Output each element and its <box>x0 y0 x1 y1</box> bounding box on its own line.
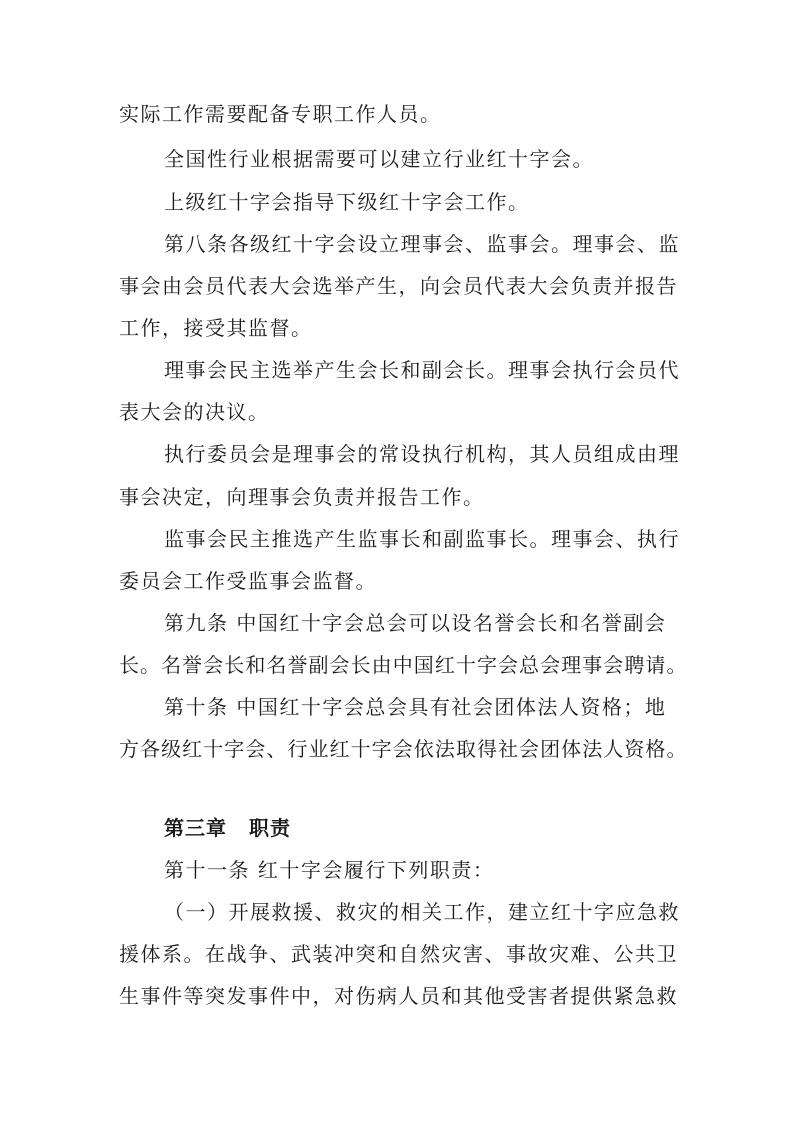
text-line: 第九条 中国红十字会总会可以设名誉会长和名誉副会 <box>164 611 667 635</box>
text-line: 实际工作需要配备专职工作人员。 <box>119 102 442 126</box>
chapter-number: 第三章 <box>164 816 227 840</box>
text-line: 生事件等突发事件中，对伤病人员和其他受害者提供紧急救 <box>119 984 678 1008</box>
text-line: 方各级红十字会、行业红十字会依法取得社会团体法人资格。 <box>119 737 688 761</box>
text-line: 第十条 中国红十字会总会具有社会团体法人资格；地 <box>164 695 667 719</box>
text-line: 第十一条 红十字会履行下列职责： <box>164 858 495 882</box>
text-line: 长。名誉会长和名誉副会长由中国红十字会总会理事会聘请。 <box>119 653 688 677</box>
text-line: 执行委员会是理事会的常设执行机构，其人员组成由理 <box>164 442 680 466</box>
text-line: 委员会工作受监事会监督。 <box>119 569 377 593</box>
text-line: 监事会民主推选产生监事长和副监事长。理事会、执行 <box>164 527 680 551</box>
chapter-heading <box>164 814 291 842</box>
text-line: 第八条各级红十字会设立理事会、监事会。理事会、监 <box>164 232 680 256</box>
text-line: 工作，接受其监督。 <box>119 316 313 340</box>
text-line: 表大会的决议。 <box>119 400 270 424</box>
text-line: 理事会民主选举产生会长和副会长。理事会执行会员代 <box>164 358 680 382</box>
text-line: 全国性行业根据需要可以建立行业红十字会。 <box>164 147 594 171</box>
text-line: 事会由会员代表大会选举产生，向会员代表大会负责并报告 <box>119 274 678 298</box>
chapter-title: 职责 <box>249 816 291 840</box>
text-line: （一）开展救援、救灾的相关工作，建立红十字应急救 <box>164 900 680 924</box>
text-line: 援体系。在战争、武装冲突和自然灾害、事故灾难、公共卫 <box>119 942 678 966</box>
text-line: 事会决定，向理事会负责并报告工作。 <box>119 485 485 509</box>
text-line: 上级红十字会指导下级红十字会工作。 <box>164 190 530 214</box>
